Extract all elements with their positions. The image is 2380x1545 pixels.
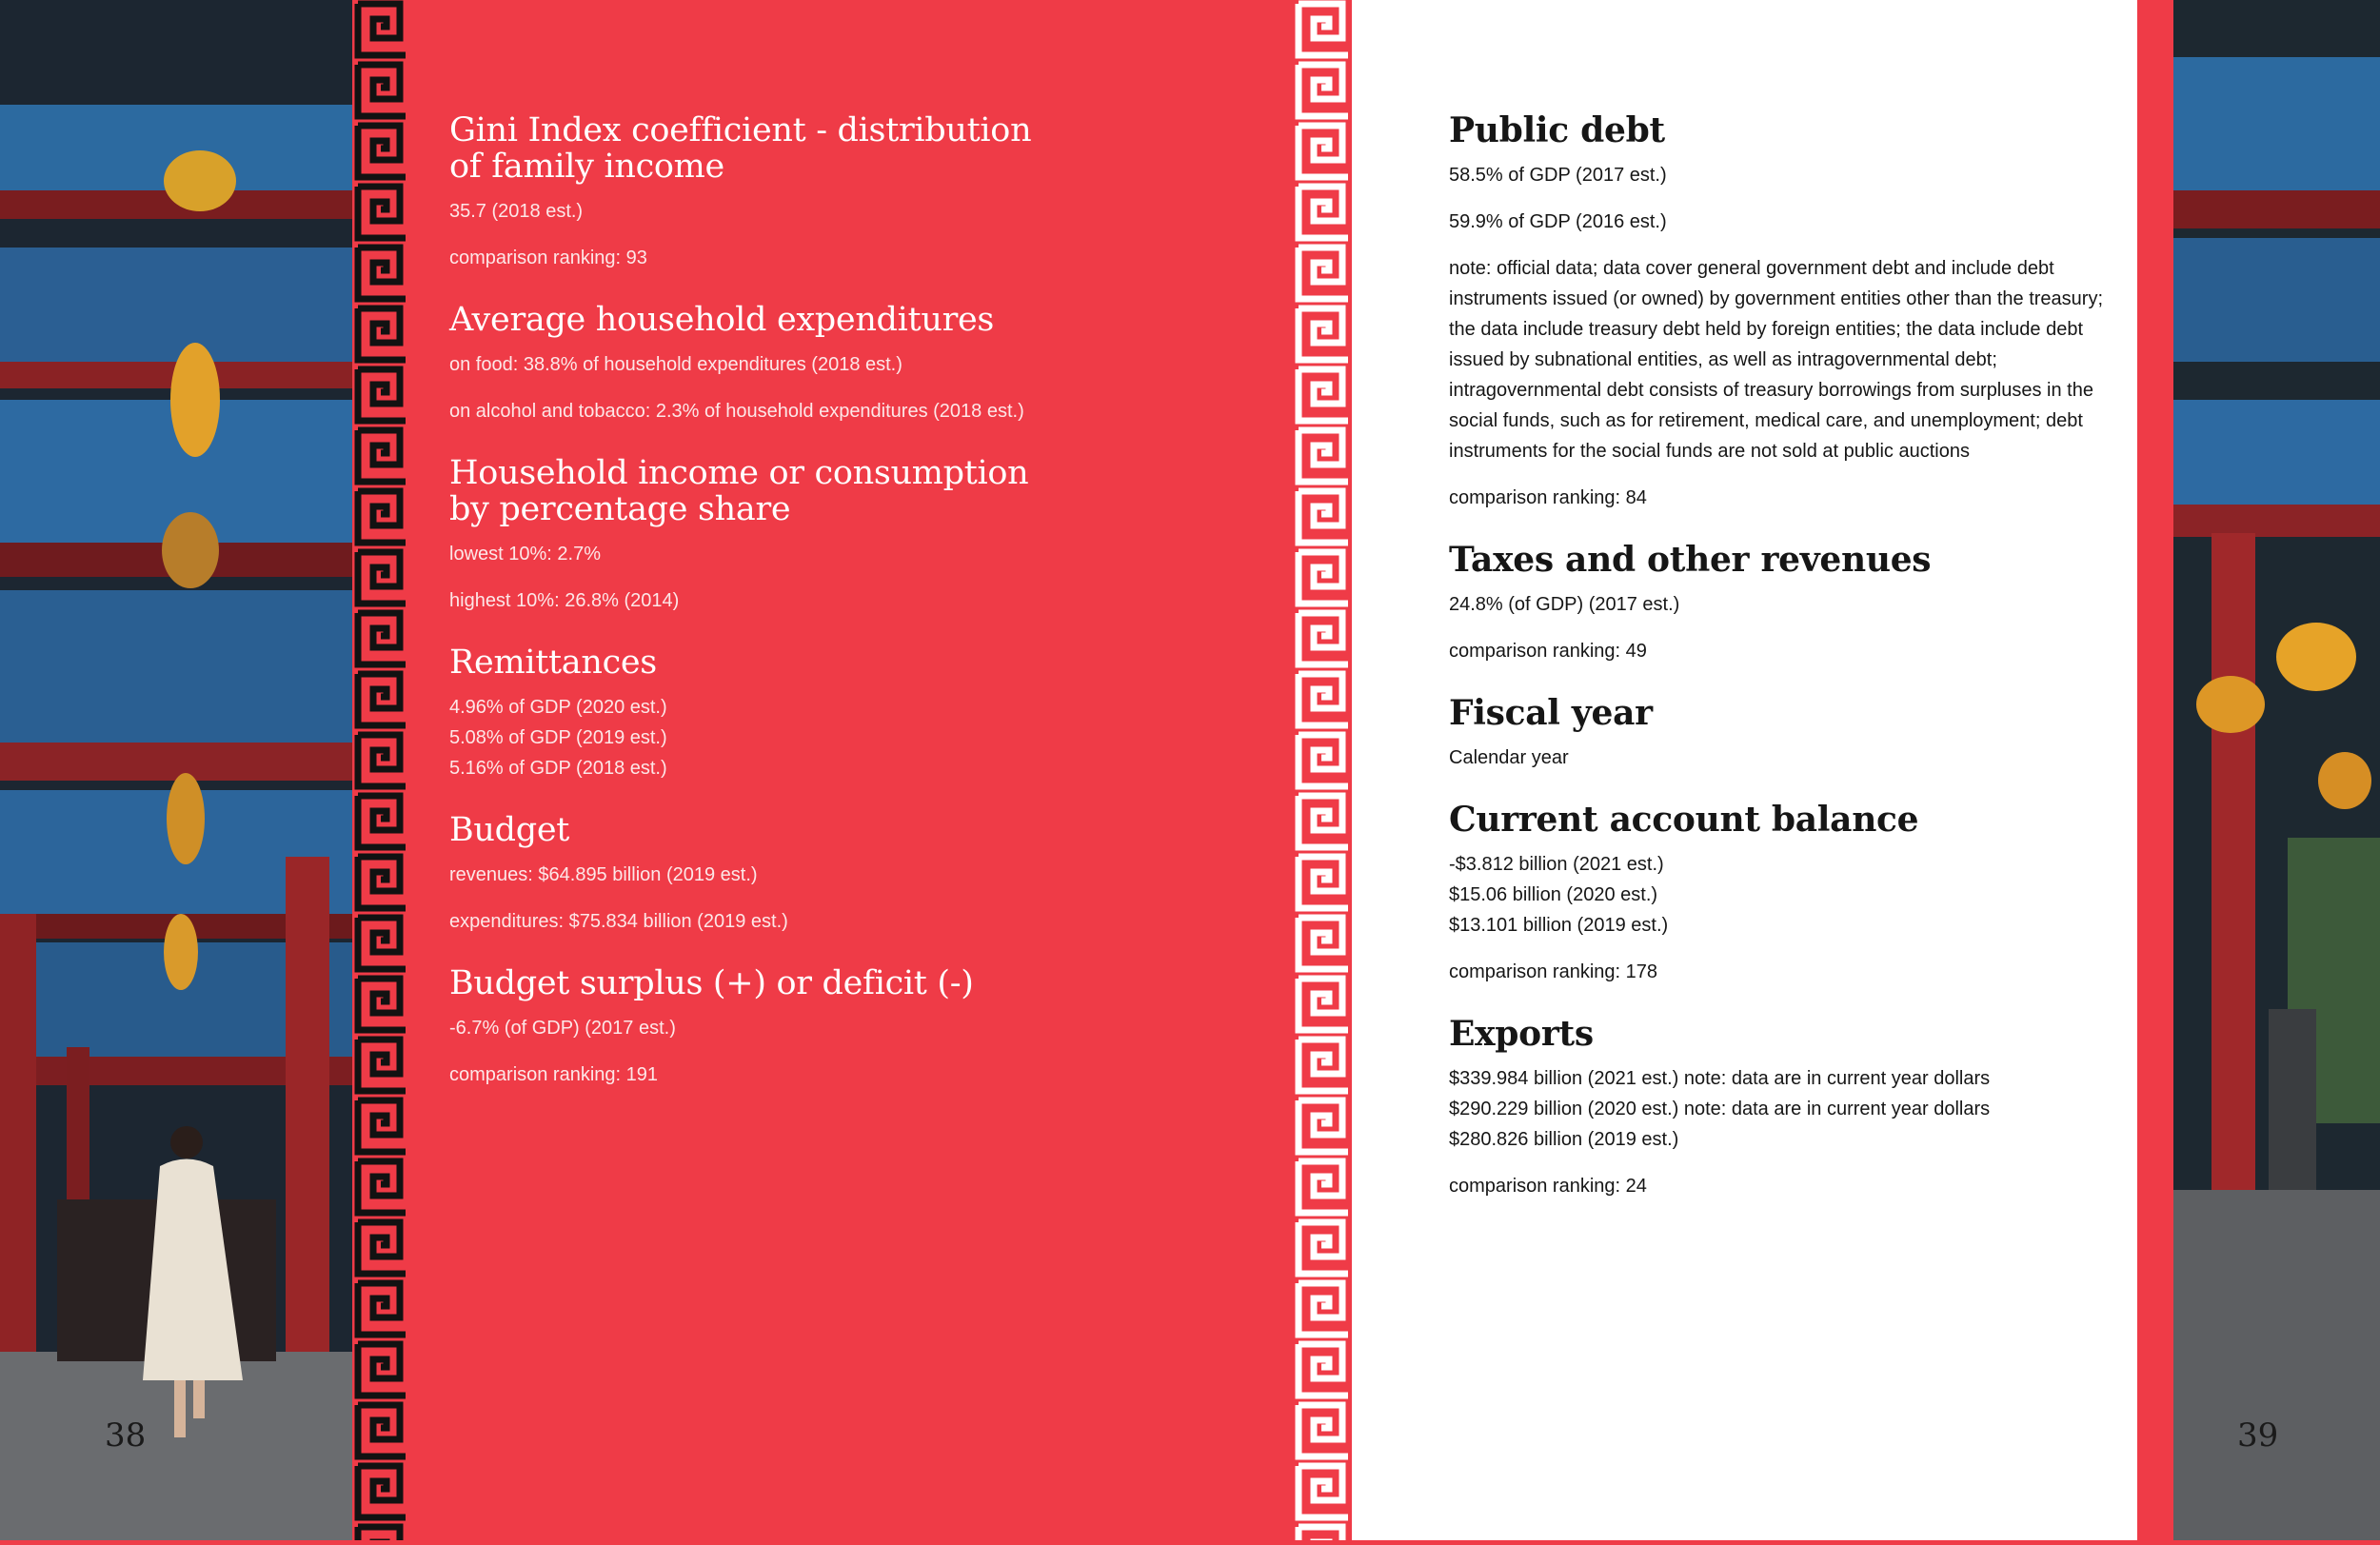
section-budget [449, 812, 1059, 937]
section-household-income [449, 455, 1059, 616]
section-title: Current account balance [1449, 800, 1919, 840]
section-line: lowest 10%: 2.7% [449, 544, 601, 565]
section-line: 35.7 (2018 est.) [449, 201, 584, 222]
section-title: Household income or consumption by percentage share [449, 454, 1029, 528]
section-line: $280.826 billion (2019 est.) [1449, 1129, 1679, 1150]
greek-key-border-center [1293, 0, 1352, 1540]
section-fiscal-year [1449, 695, 2115, 773]
section-title: Public debt [1449, 110, 1665, 150]
section-line: $339.984 billion (2021 est.) note: data are in current year dollars [1449, 1068, 1991, 1089]
section-line: 24.8% (of GDP) (2017 est.) [1449, 594, 1680, 615]
section-title: Taxes and other revenues [1449, 540, 1932, 580]
section-line: Calendar year [1449, 747, 1569, 768]
section-line: 58.5% of GDP (2017 est.) [1449, 165, 1667, 186]
section-public-debt [1449, 112, 2115, 513]
section-line: expenditures: $75.834 billion (2019 est.) [449, 911, 788, 932]
right-column [1449, 112, 2115, 1230]
page-number-left: 38 [105, 1416, 147, 1455]
section-line: 59.9% of GDP (2016 est.) [1449, 211, 1667, 232]
section-line: $13.101 billion (2019 est.) [1449, 915, 1669, 936]
section-line: revenues: $64.895 billion (2019 est.) [449, 864, 758, 885]
section-line: -$3.812 billion (2021 est.) [1449, 854, 1664, 875]
section-line: comparison ranking: 191 [449, 1064, 659, 1085]
section-line: on food: 38.8% of household expenditures (2018 est.) [449, 354, 902, 375]
section-title: Average household expenditures [449, 301, 995, 339]
section-line: highest 10%: 26.8% (2014) [449, 590, 680, 611]
section-line: comparison ranking: 178 [1449, 961, 1658, 982]
section-exports [1449, 1016, 2115, 1201]
section-title: Gini Index coefficient - distribution of family income [449, 111, 1032, 186]
section-line: 5.08% of GDP (2019 est.) [449, 727, 667, 748]
section-line: on alcohol and tobacco: 2.3% of household expenditures (2018 est.) [449, 401, 1024, 422]
section-line: comparison ranking: 24 [1449, 1176, 1647, 1197]
section-line: $290.229 billion (2020 est.) note: data are in current year dollars [1449, 1099, 1991, 1119]
section-remittances [449, 644, 1059, 783]
section-title: Budget [449, 811, 570, 849]
section-title: Exports [1449, 1014, 1594, 1054]
section-line: 5.16% of GDP (2018 est.) [449, 758, 667, 779]
section-current-account [1449, 802, 2115, 987]
left-photo [0, 0, 352, 1540]
left-column [449, 112, 1059, 1119]
section-title: Budget surplus (+) or deficit (-) [449, 964, 974, 1002]
section-line: comparison ranking: 84 [1449, 487, 1647, 508]
section-title: Remittances [449, 644, 657, 682]
section-line: comparison ranking: 49 [1449, 641, 1647, 662]
section-title: Fiscal year [1449, 693, 1653, 733]
greek-key-border-left [352, 0, 409, 1540]
page-number-right: 39 [2237, 1416, 2279, 1455]
section-line: 4.96% of GDP (2020 est.) [449, 697, 667, 718]
right-photo [2173, 0, 2380, 1540]
section-household-expenditures [449, 302, 1059, 426]
section-note: note: official data; data cover general government debt and include debt instruments issued (or owned) by government entities other than the treasury; the data include treasury debt held by foreign entities; the data include debt issued by subnational entities, as well as intragovernmental debt; intragovernmental debt consists of treasury borrowings from surpluses in the social funds, such as for retirement, medical care, and unemployment; debt instruments for the social funds are not sold at public auctions [1449, 258, 2104, 462]
section-gini-index [449, 112, 1059, 273]
section-budget-surplus [449, 965, 1059, 1090]
section-line: -6.7% (of GDP) (2017 est.) [449, 1018, 676, 1039]
section-line: $15.06 billion (2020 est.) [1449, 884, 1658, 905]
red-band-right [2137, 0, 2173, 1540]
section-line: comparison ranking: 93 [449, 248, 647, 268]
section-taxes [1449, 542, 2115, 666]
